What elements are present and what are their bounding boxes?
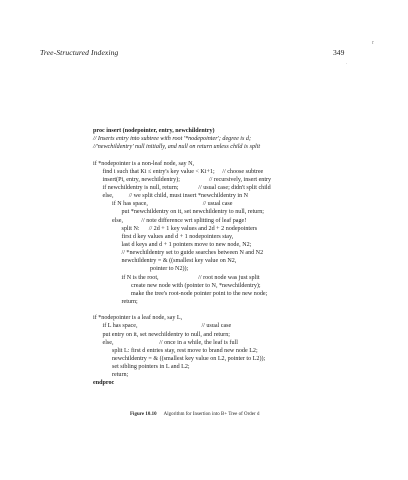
code-line xyxy=(93,249,393,257)
figure-caption-text: Algorithm for Insertion into B+ Tree of Order d xyxy=(163,412,260,417)
code-line-text: pointer to N2)); xyxy=(150,266,189,273)
code-line-text: set sibling pointers in L and L2; xyxy=(112,364,190,371)
code-line-text: return; xyxy=(121,298,138,305)
code-line-text: return; xyxy=(112,372,129,379)
code-line xyxy=(93,184,393,192)
code-line xyxy=(93,143,393,151)
code-line-text: if *nodepointer is a non-leaf node, say N, xyxy=(93,160,195,167)
code-line-text: newchildentry = & ((smallest key value on L2, pointer to L2)); xyxy=(112,355,266,362)
code-line-text: split L: first d entries stay, rest move to brand new node L2; xyxy=(112,347,258,354)
code-line xyxy=(93,298,393,306)
margin-dot: . xyxy=(346,61,348,66)
code-line-text: proc insert (nodepointer, entry, newchildentry) xyxy=(93,128,215,134)
code-line xyxy=(93,363,393,371)
code-line xyxy=(93,371,393,379)
page-number: 349 xyxy=(333,48,345,57)
code-line-text: if N is the root, // root node was just split xyxy=(121,274,260,281)
code-line xyxy=(93,168,393,176)
code-line-text: newchildentry = & ((smallest key value on N2, xyxy=(121,258,237,265)
code-line xyxy=(93,274,393,282)
algorithm-listing xyxy=(93,127,393,388)
code-line-text: // Inserts entry into subtree with root '*nodepointer'; degree is d; xyxy=(93,136,251,143)
code-line xyxy=(93,355,393,363)
code-line-text: find i such that Ki ≤ entry's key value < Ki+1; // choose subtree xyxy=(102,168,264,175)
code-line xyxy=(93,257,393,265)
code-line-text: //'newchildentry' null initially, and null on return unless child is split xyxy=(93,144,261,151)
code-line xyxy=(93,217,393,225)
code-line xyxy=(93,265,393,273)
code-line-text: split N: // 2d + 1 key values and 2d + 2 nodepointers xyxy=(121,225,258,232)
code-line-text: make the tree's root-node pointer point to the new node; xyxy=(131,290,268,297)
code-line xyxy=(93,241,393,249)
code-line-text: else, // we split child, must insert *newchildentry in N xyxy=(102,193,249,200)
code-line xyxy=(93,208,393,216)
figure-caption xyxy=(130,412,259,417)
code-line-text: endproc xyxy=(93,380,115,387)
code-line xyxy=(93,331,393,339)
code-line-text: create new node with (pointer to N, *newchildentry); xyxy=(131,282,261,289)
code-line-text: if *nodepointer is a leaf node, say L, xyxy=(93,315,183,322)
running-header-title: Tree-Structured Indexing xyxy=(40,48,119,57)
code-line xyxy=(93,135,393,143)
code-line xyxy=(93,225,393,233)
code-line-text: if newchildentry is null, return; // usual case; didn't split child xyxy=(102,184,271,191)
code-line-text: insert(Pi, entry, newchildentry); // recursively, insert entry xyxy=(102,176,272,183)
code-line-text: if N has space, // usual case xyxy=(112,201,233,208)
code-line xyxy=(93,314,393,322)
code-line xyxy=(93,322,393,330)
code-line-text: last d keys and d + 1 pointers move to new node, N2; xyxy=(121,241,252,248)
code-line xyxy=(93,160,393,168)
code-line-text: first d key values and d + 1 nodepointers stay, xyxy=(121,233,234,240)
code-line xyxy=(93,176,393,184)
blank-line xyxy=(93,151,393,159)
corner-mark: r xyxy=(372,40,374,46)
code-line xyxy=(93,200,393,208)
code-line xyxy=(93,347,393,355)
code-line-text: if L has space, // usual case xyxy=(102,323,232,330)
code-line-text: put entry on it, set newchildentry to null, and return; xyxy=(102,331,230,338)
code-line-text: put *newchildentry on it, set newchildentry to null, return; xyxy=(121,209,264,216)
figure-label: Figure 10.10 xyxy=(130,412,157,417)
code-line xyxy=(93,127,393,135)
code-line xyxy=(93,290,393,298)
code-line xyxy=(93,339,393,347)
code-line-text: // *newchildentry set to guide searches between N and N2 xyxy=(121,250,264,257)
code-line-text: else, // once in a while, the leaf is full xyxy=(102,339,238,346)
code-line xyxy=(93,379,393,387)
code-line xyxy=(93,282,393,290)
code-line xyxy=(93,192,393,200)
code-line xyxy=(93,233,393,241)
code-line-text: else, // note difference wrt splitting of leaf page! xyxy=(112,217,247,224)
blank-line xyxy=(93,306,393,314)
